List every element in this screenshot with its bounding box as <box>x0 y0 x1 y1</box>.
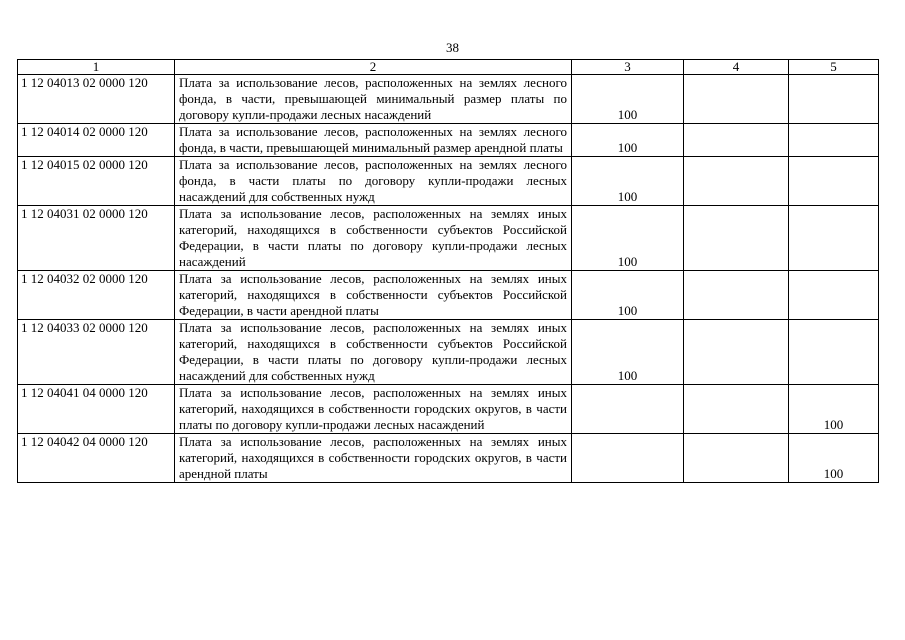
row-col-5: 100 <box>789 434 879 483</box>
table-row <box>18 320 879 385</box>
table-row <box>18 385 879 434</box>
row-col-5 <box>789 320 879 385</box>
table-row <box>18 75 879 124</box>
table-row <box>18 157 879 206</box>
table-row <box>18 434 879 483</box>
header-col-1: 1 <box>18 60 175 75</box>
row-name: Плата за использование лесов, расположенных на землях иных категорий, находящихся в собственности субъектов Российской Федерации, в части арендной платы <box>175 271 572 320</box>
row-col-4 <box>684 385 789 434</box>
row-col-5 <box>789 124 879 157</box>
row-col-4 <box>684 75 789 124</box>
row-col-4 <box>684 434 789 483</box>
row-code: 1 12 04015 02 0000 120 <box>18 157 175 206</box>
row-code: 1 12 04032 02 0000 120 <box>18 271 175 320</box>
page-number: 38 <box>446 40 459 55</box>
header-col-4: 4 <box>684 60 789 75</box>
row-col-3: 100 <box>572 320 684 385</box>
header-col-5: 5 <box>789 60 879 75</box>
row-name: Плата за использование лесов, расположенных на землях иных категорий, находящихся в собственности субъектов Российской Федерации, в части платы по договору купли-продажи лесных насаждений для собственных нужд <box>175 320 572 385</box>
row-col-4 <box>684 157 789 206</box>
table-row <box>18 206 879 271</box>
row-name: Плата за использование лесов, расположенных на землях иных категорий, находящихся в собственности городских округов, в части арендной платы <box>175 434 572 483</box>
row-col-5 <box>789 75 879 124</box>
row-col-4 <box>684 206 789 271</box>
row-col-5 <box>789 206 879 271</box>
row-col-3: 100 <box>572 75 684 124</box>
row-col-4 <box>684 124 789 157</box>
row-code: 1 12 04031 02 0000 120 <box>18 206 175 271</box>
row-col-3: 100 <box>572 124 684 157</box>
table-row <box>18 124 879 157</box>
row-col-4 <box>684 320 789 385</box>
header-row <box>18 60 879 75</box>
row-code: 1 12 04014 02 0000 120 <box>18 124 175 157</box>
row-code: 1 12 04041 04 0000 120 <box>18 385 175 434</box>
row-name: Плата за использование лесов, расположенных на землях лесного фонда, в части, превышающей минимальный размер арендной платы <box>175 124 572 157</box>
row-col-3: 100 <box>572 271 684 320</box>
row-name: Плата за использование лесов, расположенных на землях иных категорий, находящихся в собственности субъектов Российской Федерации, в части платы по договору купли-продажи лесных насаждений <box>175 206 572 271</box>
row-col-3 <box>572 434 684 483</box>
row-col-5: 100 <box>789 385 879 434</box>
row-name: Плата за использование лесов, расположенных на землях лесного фонда, в части платы по договору купли-продажи лесных насаждений для собственных нужд <box>175 157 572 206</box>
row-code: 1 12 04033 02 0000 120 <box>18 320 175 385</box>
header-col-2: 2 <box>175 60 572 75</box>
header-col-3: 3 <box>572 60 684 75</box>
row-code: 1 12 04042 04 0000 120 <box>18 434 175 483</box>
row-col-3: 100 <box>572 157 684 206</box>
row-col-5 <box>789 271 879 320</box>
table-row <box>18 271 879 320</box>
revenue-table <box>17 59 879 483</box>
row-col-5 <box>789 157 879 206</box>
row-col-3 <box>572 385 684 434</box>
row-col-3: 100 <box>572 206 684 271</box>
row-name: Плата за использование лесов, расположенных на землях иных категорий, находящихся в собственности городских округов, в части платы по договору купли-продажи лесных насаждений <box>175 385 572 434</box>
row-name: Плата за использование лесов, расположенных на землях лесного фонда, в части, превышающей минимальный размер платы по договору купли-продажи лесных насаждений <box>175 75 572 124</box>
row-col-4 <box>684 271 789 320</box>
row-code: 1 12 04013 02 0000 120 <box>18 75 175 124</box>
